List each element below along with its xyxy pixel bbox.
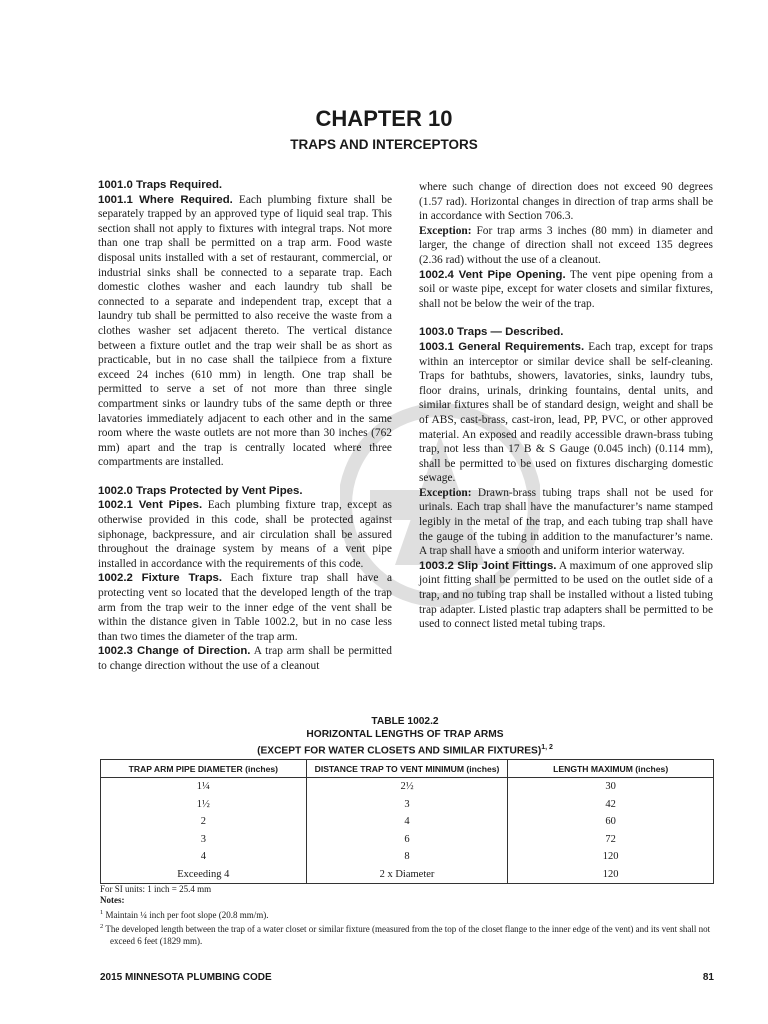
notes-title: Notes: (100, 895, 125, 906)
paragraph-text: Each plumbing fixture trap, except as otherwise provided in this code, shall be protected against siphonage, backpressure, and air circulation shall be assured throughout the drainage system by means of a vent pipe installed in accordance with the requirements of this code. (98, 499, 392, 570)
paragraph-1002-1 (98, 498, 392, 571)
table-cell: 2 x Diameter (306, 866, 508, 884)
table-cell: 72 (508, 831, 714, 849)
paragraph-1003-1 (419, 340, 713, 486)
page-number: 81 (702, 972, 714, 983)
column-header: TRAP ARM PIPE DIAMETER (inches) (101, 760, 307, 778)
table-notes (100, 884, 716, 947)
table-cell: Exceeding 4 (101, 866, 307, 884)
table-cell: 120 (508, 866, 714, 884)
table-row (101, 866, 714, 884)
section-heading-1002-0: 1002.0 Traps Protected by Vent Pipes. (98, 484, 303, 497)
exception-text: Drawn-brass tubing traps shall not be used for urinals. Each trap shall have the manufacturer’s name stamped legibly in the metal of the trap, and each tubing trap shall have the gauge of the tubing in addition to the manufacturer’s name. A trap shall have a smooth and uniform interior waterway. (419, 486, 713, 558)
exception-2 (419, 486, 713, 559)
exception-label: Exception: (419, 486, 472, 499)
footer-code-title: 2015 MINNESOTA PLUMBING CODE (100, 972, 272, 983)
column-header: LENGTH MAXIMUM (inches) (508, 760, 714, 778)
paragraph-1003-2 (419, 559, 713, 632)
table-cell: 2½ (306, 778, 508, 796)
table-cell: 1½ (101, 796, 307, 814)
paragraph-text: A maximum of one approved slip joint fitting shall be permitted to be used on the outlet side of a trap, and no tubing trap shall be installed without a listed tubing trap adapter. Listed plastic trap adapters shall be permitted to be used to connect listed metal tubing traps. (419, 559, 713, 631)
paragraph-text: Each plumbing fixture shall be separately trapped by an approved type of liquid seal trap. This section shall not apply to fixtures with integral traps. Not more than one trap shall be permitted on a trap arm. Food waste disposal units installed with a set of restaurant, commercial, or industrial sinks shall be connected to a separate trap. Each domestic clothes washer and each laundry tub shall be connected to a separate and independent trap, except that a laundry tub shall be permitted to also receive the waste from a clothes washer set adjacent thereto. The vertical distance between a fixture outlet and the trap weir shall be as short as practicable, but in no case shall the tailpiece from a fixture exceed 24 inches (610 mm) in length. One trap shall be permitted to serve a set of not more than three single compartment sinks or laundry tubs of the same depth or three lavatories immediately adjacent to each other and in the same room where the waste outlets are not more than 30 inches (762 mm) apart and the trap is centrally located where three compartments are installed. (98, 193, 393, 469)
chapter-subtitle: TRAPS AND INTERCEPTORS (290, 137, 478, 152)
table-cell: 3 (306, 796, 508, 814)
exception-1 (419, 224, 713, 268)
paragraph-1002-3 (98, 644, 392, 673)
paragraph-text: The vent pipe opening from a soil or waste pipe, except for water closets and similar fixtures, shall not be below the weir of the trap. (419, 268, 713, 310)
paragraph-continuation: where such change of direction does not exceed 90 degrees (1.57 rad). Horizontal changes in direction of trap arms shall be in accordance with Section 706.3. (419, 181, 713, 223)
left-column (98, 178, 392, 674)
table-cell: 30 (508, 778, 714, 796)
table-cell: 4 (101, 848, 307, 866)
paragraph-text: A trap arm shall be permitted to change direction without the use of a cleanout (98, 645, 392, 672)
si-units-note: For SI units: 1 inch = 25.4 mm (100, 884, 212, 894)
table-row (101, 848, 714, 866)
exception-text: For trap arms 3 inches (80 mm) in diameter and larger, the change of direction shall not exceed 135 degrees (2.36 rad) without the use of a cleanout. (419, 224, 713, 266)
table-cell: 2 (101, 813, 307, 831)
table-row (101, 813, 714, 831)
table-row (101, 796, 714, 814)
table-cell: 8 (306, 848, 508, 866)
footnote-2: $^2$ The developed length between the trap of a water closet or similar fixture (measured from the top of the closet flange to the inner edge of the vent) and its vent shall not exceed 6 feet (1829 mm). (100, 923, 711, 946)
paragraph-1002-4 (419, 268, 713, 312)
table-cell: 3 (101, 831, 307, 849)
table-row (101, 831, 714, 849)
subsection-heading-1002-2: 1002.2 Fixture Traps. (98, 572, 223, 585)
paragraph-1002-2 (98, 571, 392, 644)
subsection-heading-1002-4: 1002.4 Vent Pipe Opening. (419, 268, 566, 281)
paragraph-text: Each trap, except for traps within an interceptor or similar device shall be self-cleaning. Traps for bathtubs, showers, lavatories, sinks, laundry tubs, floor drains, urinals, drinking fountains, dental units, and similar fixtures shall be of standard design, weight and shall be of ABS, cast-brass, cast-iron, lead, PP, PVC, or other approved material. An exposed and readily accessible drawn-brass tubing trap, not less than 17 B & S Gauge (0.045 inch) (0.114 mm), shall be permitted to be used on fixtures discharging domestic sewage. (419, 340, 713, 485)
table-footnote-refs: 1, 2 (541, 744, 553, 751)
subsection-heading-1003-2: 1003.2 Slip Joint Fittings. (419, 559, 557, 572)
subsection-heading-1001-1: 1001.1 Where Required. (98, 193, 233, 206)
subsection-heading-1002-1: 1002.1 Vent Pipes. (98, 499, 203, 512)
table-caption (0, 715, 768, 757)
table-header-row (101, 760, 714, 778)
table-cell: 42 (508, 796, 714, 814)
table-row (101, 778, 714, 796)
right-column (419, 180, 713, 632)
column-header: DISTANCE TRAP TO VENT MINIMUM (inches) (306, 760, 508, 778)
table-qualifier: (EXCEPT FOR WATER CLOSETS AND SIMILAR FIXTURES)$^{1, 2}$ (257, 744, 553, 757)
table-title: HORIZONTAL LENGTHS OF TRAP ARMS (306, 729, 504, 740)
table-cell: 1¼ (101, 778, 307, 796)
chapter-title: CHAPTER 10 (315, 106, 453, 131)
subsection-heading-1003-1: 1003.1 General Requirements. (419, 340, 585, 353)
paragraph-text: Each fixture trap shall have a protecting vent so located that the developed length of the trap arm from the trap weir to the inner edge of the vent shall be within the distance given in Table 1002.2, but in no case less than two times the diameter of the trap arm. (98, 572, 392, 643)
subsection-heading-1002-3: 1002.3 Change of Direction. (98, 645, 251, 658)
table-cell: 6 (306, 831, 508, 849)
table-cell: 120 (508, 848, 714, 866)
paragraph-1001-1 (98, 193, 392, 470)
exception-label: Exception: (419, 224, 472, 237)
table-cell: 60 (508, 813, 714, 831)
section-heading-1001-0: 1001.0 Traps Required. (98, 179, 223, 191)
footnote-1: $^1$ Maintain ¼ inch per foot slope (20.8 mm/m). (100, 908, 269, 920)
table-cell: 4 (306, 813, 508, 831)
section-heading-1003-0: 1003.0 Traps — Described. (419, 326, 564, 339)
table-number: TABLE 1002.2 (371, 716, 439, 727)
trap-arm-length-table (100, 759, 714, 884)
